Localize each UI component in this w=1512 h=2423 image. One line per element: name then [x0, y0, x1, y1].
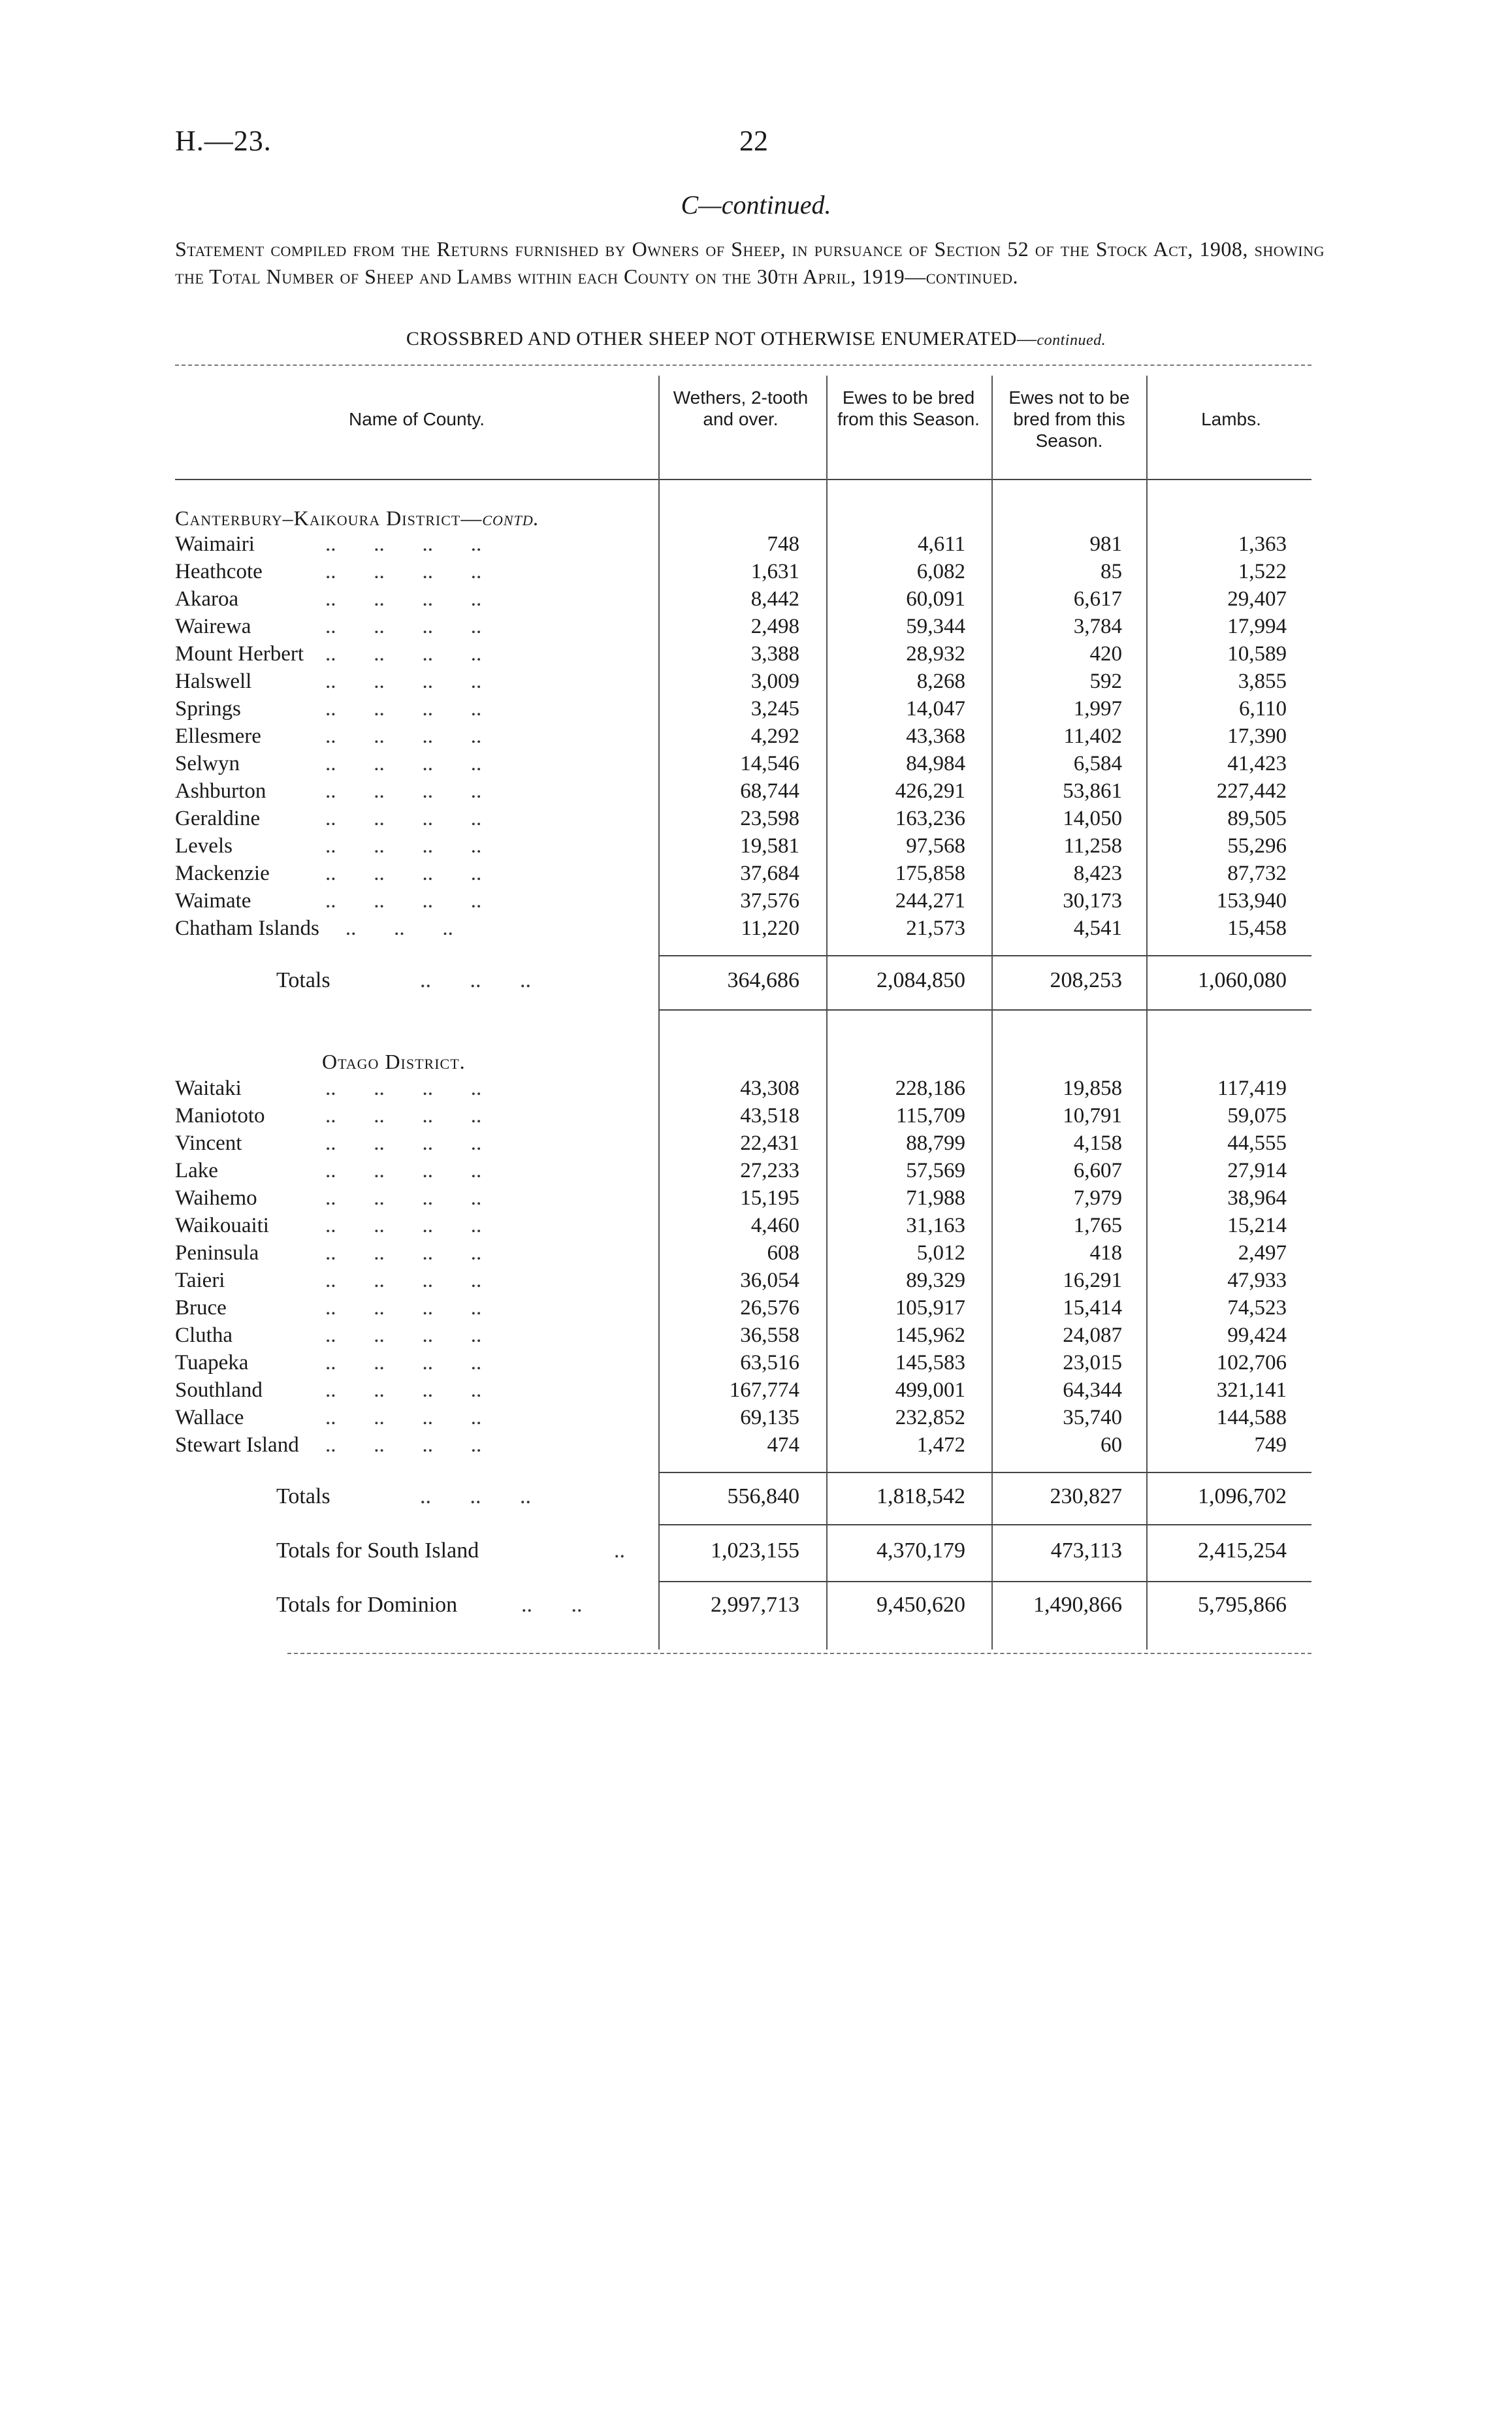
- table-top-rule: [175, 365, 1311, 366]
- column-header-wethers: Wethers, 2-tooth and over.: [673, 387, 809, 429]
- cell-ewes-not-bred: 418: [1089, 1241, 1122, 1265]
- cell-lambs: 15,214: [1227, 1214, 1287, 1237]
- cell-ewes-not-bred: 85: [1101, 560, 1122, 583]
- cell-wethers: 36,054: [740, 1269, 799, 1292]
- cell-lambs: 1,522: [1238, 560, 1287, 583]
- county-name: Waitaki: [175, 1077, 242, 1100]
- table-row: Springs .. .. .. .. 3,245 14,047 1,997 6,110: [175, 697, 1287, 721]
- cell-wethers: 69,135: [740, 1406, 799, 1429]
- cell-lambs: 144,588: [1216, 1406, 1287, 1429]
- page-number: 22: [739, 125, 768, 157]
- totals-top-rule: [658, 955, 1311, 956]
- table-row: Clutha .. .. .. .. 36,558 145,962 24,087 99,424: [175, 1324, 1287, 1347]
- cell-wethers: 43,518: [740, 1104, 799, 1128]
- cell-ewes-bred: 43,368: [906, 724, 965, 748]
- cell-lambs: 3,855: [1238, 670, 1287, 693]
- cell-wethers: 4,460: [750, 1214, 799, 1237]
- table-row: Waitaki .. .. .. .. 43,308 228,186 19,858 117,419: [175, 1077, 1287, 1100]
- cell-lambs: 99,424: [1227, 1324, 1287, 1347]
- cell-ewes-bred: 4,611: [917, 532, 965, 556]
- cell-ewes-bred: 105,917: [895, 1296, 965, 1320]
- cell-wethers: 14,546: [740, 752, 799, 775]
- county-name: Tuapeka: [175, 1351, 249, 1374]
- cell-lambs: 89,505: [1227, 807, 1287, 830]
- south-island-wethers: 1,023,155: [711, 1538, 799, 1563]
- county-name: Wairewa: [175, 615, 251, 638]
- cell-lambs: 102,706: [1216, 1351, 1287, 1374]
- cell-ewes-bred: 21,573: [906, 917, 965, 940]
- cell-wethers: 608: [767, 1241, 799, 1265]
- cell-lambs: 749: [1254, 1433, 1287, 1457]
- table-row: Heathcote .. .. .. .. 1,631 6,082 85 1,522: [175, 560, 1287, 583]
- cell-ewes-bred: 97,568: [906, 834, 965, 858]
- dominion-wethers: 2,997,713: [711, 1593, 799, 1617]
- county-name: Clutha: [175, 1324, 233, 1347]
- table-row: Waimate .. .. .. .. 37,576 244,271 30,173 153,940: [175, 889, 1287, 913]
- table-row: Peninsula .. .. .. .. 608 5,012 418 2,497: [175, 1241, 1287, 1265]
- cell-wethers: 15,195: [740, 1186, 799, 1210]
- cell-ewes-not-bred: 6,584: [1073, 752, 1122, 775]
- cell-wethers: 8,442: [750, 587, 799, 611]
- south-island-lambs: 2,415,254: [1198, 1538, 1287, 1563]
- cell-ewes-not-bred: 1,765: [1073, 1214, 1122, 1237]
- cell-ewes-bred: 244,271: [895, 889, 965, 913]
- cell-ewes-not-bred: 592: [1089, 670, 1122, 693]
- cell-ewes-not-bred: 53,861: [1063, 779, 1122, 803]
- cell-ewes-not-bred: 4,158: [1073, 1131, 1122, 1155]
- cell-ewes-bred: 84,984: [906, 752, 965, 775]
- cell-ewes-bred: 115,709: [895, 1104, 965, 1128]
- south-island-label: Totals for South Island: [276, 1538, 479, 1563]
- cell-lambs: 59,075: [1227, 1104, 1287, 1128]
- cell-wethers: 3,245: [750, 697, 799, 721]
- cell-wethers: 27,233: [740, 1159, 799, 1182]
- cell-wethers: 3,009: [750, 670, 799, 693]
- rule: [658, 1581, 1311, 1582]
- table-row: Waihemo .. .. .. .. 15,195 71,988 7,979 38,964: [175, 1186, 1287, 1210]
- cell-wethers: 68,744: [740, 779, 799, 803]
- table-row: Maniototo .. .. .. .. 43,518 115,709 10,791 59,075: [175, 1104, 1287, 1128]
- district-heading-canterbury: [175, 506, 539, 530]
- cell-ewes-not-bred: 4,541: [1073, 917, 1122, 940]
- cell-wethers: 36,558: [740, 1324, 799, 1347]
- totals-ewes-not-bred: 230,827: [1050, 1484, 1122, 1508]
- totals-ewes-not-bred: 208,253: [1050, 968, 1122, 992]
- cell-lambs: 6,110: [1238, 697, 1287, 721]
- header-bottom-rule: [175, 479, 1311, 480]
- south-island-ewes-bred: 4,370,179: [877, 1538, 965, 1563]
- table-row: Stewart Island .. .. .. .. 474 1,472 60 749: [175, 1433, 1287, 1457]
- table-row: Ellesmere .. .. .. .. 4,292 43,368 11,402 17,390: [175, 724, 1287, 748]
- table-bottom-rule: [287, 1653, 1311, 1654]
- table-row: Lake .. .. .. .. 27,233 57,569 6,607 27,914: [175, 1159, 1287, 1182]
- county-name: Vincent: [175, 1131, 242, 1155]
- cell-lambs: 227,442: [1216, 779, 1287, 803]
- cell-wethers: 37,684: [740, 862, 799, 885]
- table-row: Levels .. .. .. .. 19,581 97,568 11,258 55,296: [175, 834, 1287, 858]
- subtitle-continued: continued.: [1037, 332, 1106, 349]
- cell-ewes-bred: 71,988: [906, 1186, 965, 1210]
- cell-ewes-not-bred: 11,402: [1063, 724, 1122, 748]
- county-name: Geraldine: [175, 807, 261, 830]
- cell-ewes-bred: 14,047: [906, 697, 965, 721]
- county-name: Southland: [175, 1378, 263, 1402]
- cell-ewes-bred: 89,329: [906, 1269, 965, 1292]
- section-title-text: C—continued.: [681, 190, 831, 220]
- table-row: Tuapeka .. .. .. .. 63,516 145,583 23,015 102,706: [175, 1351, 1287, 1374]
- cell-wethers: 26,576: [740, 1296, 799, 1320]
- cell-ewes-bred: 145,583: [895, 1351, 965, 1374]
- county-name: Ellesmere: [175, 724, 261, 748]
- table-row: Bruce .. .. .. .. 26,576 105,917 15,414 74,523: [175, 1296, 1287, 1320]
- cell-wethers: 474: [767, 1433, 799, 1457]
- totals-wethers: 556,840: [727, 1484, 799, 1508]
- county-name: Lake: [175, 1159, 218, 1182]
- cell-ewes-not-bred: 16,291: [1063, 1269, 1122, 1292]
- cell-ewes-not-bred: 23,015: [1063, 1351, 1122, 1374]
- cell-lambs: 29,407: [1227, 587, 1287, 611]
- county-name: Selwyn: [175, 752, 240, 775]
- cell-lambs: 10,589: [1227, 642, 1287, 666]
- south-island-totals-row: Totals for South Island .. 1,023,155 4,370,179 473,113 2,415,254: [276, 1538, 1287, 1563]
- district-heading-contd: contd.: [482, 506, 539, 530]
- south-island-ewes-not-bred: 473,113: [1050, 1538, 1122, 1563]
- cell-lambs: 47,933: [1227, 1269, 1287, 1292]
- county-name: Waihemo: [175, 1186, 257, 1210]
- totals-label: Totals: [276, 968, 330, 992]
- cell-ewes-not-bred: 14,050: [1063, 807, 1122, 830]
- cell-ewes-bred: 57,569: [906, 1159, 965, 1182]
- cell-ewes-not-bred: 64,344: [1063, 1378, 1122, 1402]
- county-name: Peninsula: [175, 1241, 259, 1265]
- cell-ewes-not-bred: 11,258: [1063, 834, 1122, 858]
- cell-wethers: 1,631: [750, 560, 799, 583]
- totals-ewes-bred: 2,084,850: [877, 968, 965, 992]
- cell-ewes-bred: 163,236: [895, 807, 965, 830]
- cell-ewes-bred: 60,091: [906, 587, 965, 611]
- cell-ewes-bred: 499,001: [895, 1378, 965, 1402]
- cell-ewes-not-bred: 60: [1101, 1433, 1122, 1457]
- totals-ewes-bred: 1,818,542: [877, 1484, 965, 1508]
- table-row: Taieri .. .. .. .. 36,054 89,329 16,291 47,933: [175, 1269, 1287, 1292]
- cell-ewes-not-bred: 15,414: [1063, 1296, 1122, 1320]
- county-name: Chatham Islands: [175, 917, 319, 940]
- cell-ewes-not-bred: 10,791: [1063, 1104, 1122, 1128]
- cell-ewes-bred: 232,852: [895, 1406, 965, 1429]
- cell-wethers: 43,308: [740, 1077, 799, 1100]
- cell-wethers: 167,774: [729, 1378, 799, 1402]
- county-name: Stewart Island: [175, 1433, 299, 1457]
- cell-lambs: 15,458: [1227, 917, 1287, 940]
- cell-ewes-not-bred: 7,979: [1073, 1186, 1122, 1210]
- totals-top-rule: [658, 1472, 1311, 1473]
- county-name: Bruce: [175, 1296, 227, 1320]
- cell-ewes-not-bred: 24,087: [1063, 1324, 1122, 1347]
- cell-ewes-bred: 228,186: [895, 1077, 965, 1100]
- county-name: Springs: [175, 697, 241, 721]
- totals-bottom-rule: [658, 1009, 1311, 1011]
- table-row: Chatham Islands .. .. .. 11,220 21,573 4,541 15,458: [175, 917, 1287, 940]
- cell-ewes-not-bred: 35,740: [1063, 1406, 1122, 1429]
- cell-ewes-bred: 175,858: [895, 862, 965, 885]
- cell-ewes-not-bred: 420: [1089, 642, 1122, 666]
- district-heading-text: Canterbury–Kaikoura District—: [175, 506, 483, 530]
- cell-lambs: 38,964: [1227, 1186, 1287, 1210]
- cell-ewes-bred: 145,962: [895, 1324, 965, 1347]
- county-name: Wallace: [175, 1406, 244, 1429]
- table-row: Wallace .. .. .. .. 69,135 232,852 35,740 144,588: [175, 1406, 1287, 1429]
- dominion-totals-row: Totals for Dominion .. .. 2,997,713 9,450,620 1,490,866 5,795,866: [276, 1593, 1287, 1617]
- totals-lambs: 1,096,702: [1198, 1484, 1287, 1508]
- cell-wethers: 63,516: [740, 1351, 799, 1374]
- cell-lambs: 17,390: [1227, 724, 1287, 748]
- statement-text: Statement compiled from the Returns furnished by Owners of Sheep, in pursuance of Section 52 of the Stock Act, 1908, showing the Total Number of Sheep and Lambs within each County on the 30th April, 1919—continued.: [175, 237, 1325, 288]
- cell-ewes-not-bred: 6,607: [1073, 1159, 1122, 1182]
- table-row: Waikouaiti .. .. .. .. 4,460 31,163 1,765 15,214: [175, 1214, 1287, 1237]
- county-name: Waimate: [175, 889, 251, 913]
- county-name: Heathcote: [175, 560, 263, 583]
- table-row: Mackenzie .. .. .. .. 37,684 175,858 8,423 87,732: [175, 862, 1287, 885]
- cell-lambs: 17,994: [1227, 615, 1287, 638]
- cell-lambs: 27,914: [1227, 1159, 1287, 1182]
- cell-wethers: 19,581: [740, 834, 799, 858]
- county-name: Taieri: [175, 1269, 225, 1292]
- district-heading-otago: Otago District.: [322, 1050, 466, 1073]
- cell-ewes-bred: 88,799: [906, 1131, 965, 1155]
- cell-wethers: 22,431: [740, 1131, 799, 1155]
- table-row: Mount Herbert .. .. .. .. 3,388 28,932 420 10,589: [175, 642, 1287, 666]
- cell-lambs: 2,497: [1238, 1241, 1287, 1265]
- dominion-ewes-not-bred: 1,490,866: [1033, 1593, 1122, 1617]
- county-name: Waimairi: [175, 532, 255, 556]
- dominion-label: Totals for Dominion: [276, 1593, 458, 1617]
- cell-lambs: 44,555: [1227, 1131, 1287, 1155]
- document-reference: H.—23.: [175, 125, 272, 157]
- table-row: Ashburton .. .. .. .. 68,744 426,291 53,861 227,442: [175, 779, 1287, 803]
- section-title: [0, 189, 1512, 220]
- cell-lambs: 1,363: [1238, 532, 1287, 556]
- cell-ewes-not-bred: 3,784: [1073, 615, 1122, 638]
- county-name: Levels: [175, 834, 233, 858]
- table-row: Selwyn .. .. .. .. 14,546 84,984 6,584 41,423: [175, 752, 1287, 775]
- table-row: Southland .. .. .. .. 167,774 499,001 64,344 321,141: [175, 1378, 1287, 1402]
- cell-wethers: 2,498: [750, 615, 799, 638]
- canterbury-totals-row: Totals .. .. .. 364,686 2,084,850 208,253 1,060,080: [276, 968, 1287, 992]
- cell-ewes-bred: 59,344: [906, 615, 965, 638]
- cell-wethers: 3,388: [750, 642, 799, 666]
- totals-lambs: 1,060,080: [1198, 968, 1287, 992]
- column-header-lambs: Lambs.: [1201, 409, 1261, 429]
- cell-ewes-not-bred: 981: [1089, 532, 1122, 556]
- county-name: Mount Herbert: [175, 642, 304, 666]
- county-name: Ashburton: [175, 779, 266, 803]
- county-name: Waikouaiti: [175, 1214, 269, 1237]
- dominion-lambs: 5,795,866: [1198, 1593, 1287, 1617]
- totals-bottom-rule: [658, 1524, 1311, 1525]
- cell-lambs: 153,940: [1216, 889, 1287, 913]
- dominion-ewes-bred: 9,450,620: [877, 1593, 965, 1617]
- totals-wethers: 364,686: [727, 968, 799, 992]
- cell-lambs: 55,296: [1227, 834, 1287, 858]
- cell-lambs: 321,141: [1216, 1378, 1287, 1402]
- cell-ewes-bred: 1,472: [916, 1433, 965, 1457]
- subtitle-text: CROSSBRED AND OTHER SHEEP NOT OTHERWISE ENUMERATED: [406, 328, 1017, 350]
- county-name: Maniototo: [175, 1104, 265, 1128]
- column-header-ewes-bred: Ewes to be bred from this Season.: [837, 387, 980, 429]
- cell-ewes-bred: 426,291: [895, 779, 965, 803]
- cell-ewes-bred: 28,932: [906, 642, 965, 666]
- column-header-name: Name of County.: [348, 409, 485, 429]
- county-name: Mackenzie: [175, 862, 270, 885]
- cell-ewes-not-bred: 1,997: [1073, 697, 1122, 721]
- table-row: Akaroa .. .. .. .. 8,442 60,091 6,617 29,407: [175, 587, 1287, 611]
- totals-label: Totals: [276, 1484, 330, 1508]
- cell-wethers: 11,220: [741, 917, 799, 940]
- cell-ewes-bred: 5,012: [916, 1241, 965, 1265]
- cell-ewes-not-bred: 19,858: [1063, 1077, 1122, 1100]
- cell-lambs: 74,523: [1227, 1296, 1287, 1320]
- otago-totals-row: Totals .. .. .. 556,840 1,818,542 230,827 1,096,702: [276, 1484, 1287, 1508]
- cell-wethers: 37,576: [740, 889, 799, 913]
- cell-ewes-bred: 8,268: [916, 670, 965, 693]
- county-name: Halswell: [175, 670, 252, 693]
- cell-lambs: 41,423: [1227, 752, 1287, 775]
- table-row: Halswell .. .. .. .. 3,009 8,268 592 3,855: [175, 670, 1287, 693]
- cell-ewes-bred: 31,163: [906, 1214, 965, 1237]
- table-row: Geraldine .. .. .. .. 23,598 163,236 14,050 89,505: [175, 807, 1287, 830]
- cell-lambs: 87,732: [1227, 862, 1287, 885]
- cell-ewes-bred: 6,082: [916, 560, 965, 583]
- cell-ewes-not-bred: 6,617: [1073, 587, 1122, 611]
- column-header-ewes-not-bred: Ewes not to be bred from this Season.: [1008, 387, 1130, 451]
- table-row: Wairewa .. .. .. .. 2,498 59,344 3,784 17,994: [175, 615, 1287, 638]
- cell-ewes-not-bred: 30,173: [1063, 889, 1122, 913]
- county-name: Akaroa: [175, 587, 239, 611]
- cell-wethers: 4,292: [750, 724, 799, 748]
- cell-lambs: 117,419: [1217, 1077, 1287, 1100]
- table-row: Waimairi .. .. .. .. 748 4,611 981 1,363: [175, 532, 1287, 556]
- cell-ewes-not-bred: 8,423: [1073, 862, 1122, 885]
- table-subtitle: CROSSBRED AND OTHER SHEEP NOT OTHERWISE ENUMERATED—continued.: [406, 328, 1106, 350]
- table-row: Vincent .. .. .. .. 22,431 88,799 4,158 44,555: [175, 1131, 1287, 1155]
- cell-wethers: 748: [767, 532, 799, 556]
- cell-wethers: 23,598: [740, 807, 799, 830]
